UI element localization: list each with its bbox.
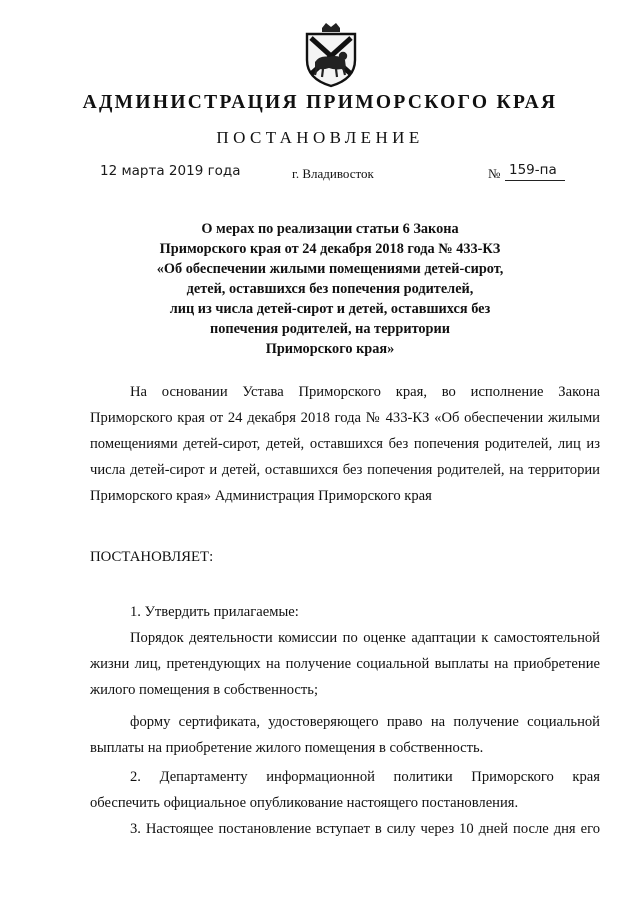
paragraph-line: Приморского края» Администрация Приморского края [90, 488, 432, 504]
heading-line: «Об обеспечении жилыми помещениями детей-сирот, [156, 261, 504, 277]
paragraph-line: обеспечить официальное опубликование настоящего постановления. [90, 795, 519, 811]
document-type: ПОСТАНОВЛЕНИЕ [216, 128, 424, 147]
paragraph-line: выплаты на приобретение жилого помещения в собственность. [90, 740, 484, 756]
paragraph-line: числа детей-сирот и детей, оставшихся без попечения родителей, на территории [90, 462, 600, 478]
heading-line: детей, оставшихся без попечения родителей, [186, 281, 474, 297]
coat-of-arms-icon [302, 22, 360, 88]
document-city: г. Владивосток [292, 166, 374, 181]
heading-line: лиц из числа детей-сирот и детей, оставшихся без [169, 301, 491, 317]
paragraph-line: Приморского края от 24 декабря 2018 года № 433-КЗ «Об обеспечении жилыми [90, 410, 600, 426]
paragraph-line: жизни лиц, претендующих на получение социальной выплаты на приобретение [90, 656, 600, 672]
decree-word: ПОСТАНОВЛЯЕТ: [90, 549, 214, 565]
heading-line: Приморского края от 24 декабря 2018 года № 433-КЗ [159, 241, 501, 257]
heading-line: О мерах по реализации статьи 6 Закона [201, 221, 459, 237]
paragraph-line: Порядок деятельности комиссии по оценке адаптации к самостоятельной [130, 630, 600, 646]
document-date: 12 марта 2019 года [100, 163, 241, 179]
number-sign: № [488, 166, 501, 181]
heading-line: Приморского края» [265, 341, 395, 357]
paragraph-line: форму сертификата, удостоверяющего право на получение социальной [130, 714, 600, 730]
number-underline [505, 180, 565, 181]
heading-line: попечения родителей, на территории [210, 321, 450, 337]
paragraph-line: 1. Утвердить прилагаемые: [130, 604, 299, 620]
paragraph-line: жилого помещения в собственность; [90, 682, 318, 698]
paragraph-line: помещениями детей-сирот, детей, оставшихся без попечения родителей, лиц из [90, 436, 600, 452]
paragraph-line: На основании Устава Приморского края, во исполнение Закона [130, 384, 600, 400]
organization-title: АДМИНИСТРАЦИЯ ПРИМОРСКОГО КРАЯ [82, 92, 558, 113]
paragraph-line: 3. Настоящее постановление вступает в силу через 10 дней после дня его [130, 821, 600, 837]
document-number: 159-па [509, 162, 557, 178]
document-heading [130, 219, 530, 359]
paragraph-line: 2. Департаменту информационной политики Приморского края [130, 769, 600, 785]
